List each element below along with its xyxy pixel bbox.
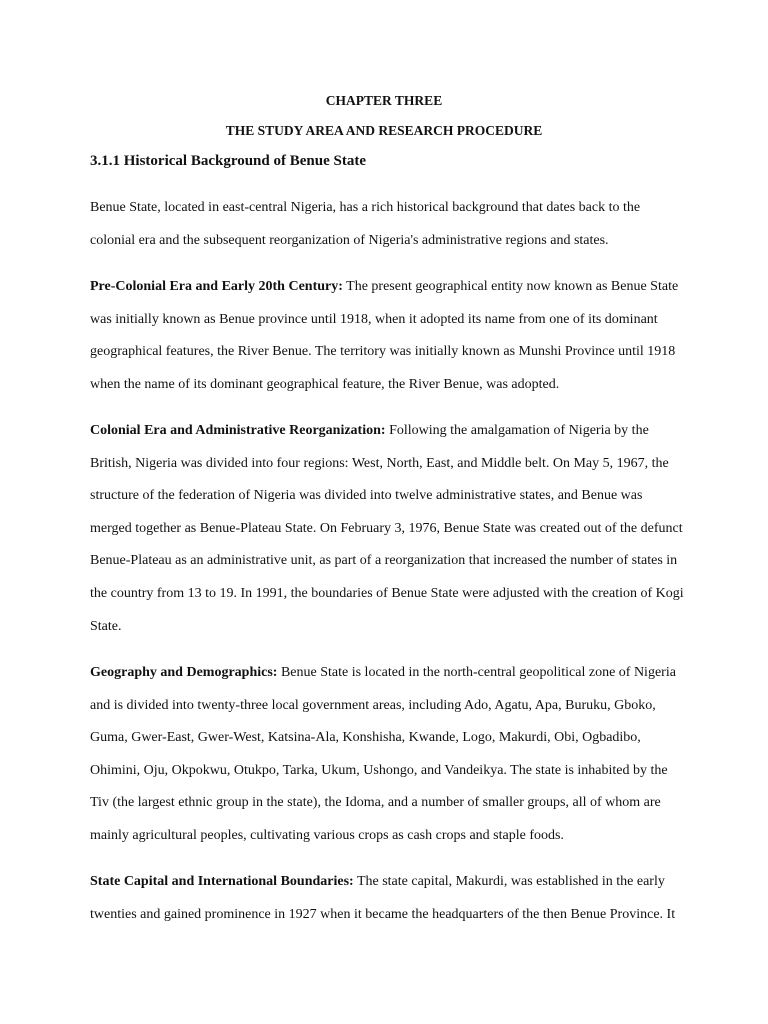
paragraph-line: was initially known as Benue province until 1918, when it adopted its name from one of its dominant xyxy=(90,311,658,327)
paragraph-first-line xyxy=(90,271,690,304)
chapter-title: CHAPTER THREE xyxy=(325,93,443,108)
paragraph-line-rest: Benue State is located in the north-central geopolitical zone of Nigeria xyxy=(277,665,676,680)
paragraph-first-line xyxy=(90,415,690,448)
paragraph-line-rest: Following the amalgamation of Nigeria by the xyxy=(385,423,649,438)
paragraph-line: structure of the federation of Nigeria was divided into twelve administrative states, and Benue was xyxy=(90,488,643,504)
paragraph-lead: Colonial Era and Administrative Reorganization: xyxy=(90,423,386,438)
paragraph-line: Ohimini, Oju, Okpokwu, Otukpo, Tarka, Ukum, Ushongo, and Vandeikya. The state is inhabited by the xyxy=(90,762,668,778)
paragraph-line: when the name of its dominant geographical feature, the River Benue, was adopted. xyxy=(90,376,560,392)
capital-paragraph xyxy=(90,866,690,931)
paragraph-line: Benue-Plateau as an administrative unit, as part of a reorganization that increased the number of states in xyxy=(90,553,678,569)
paragraph-line: mainly agricultural peoples, cultivating various crops as cash crops and staple foods. xyxy=(90,827,564,843)
geography-paragraph xyxy=(90,657,690,853)
paragraph-line-rest: The present geographical entity now known as Benue State xyxy=(342,279,679,294)
chapter-subtitle: THE STUDY AREA AND RESEARCH PROCEDURE xyxy=(225,123,543,138)
precolonial-paragraph xyxy=(90,271,690,401)
paragraph-line: and is divided into twenty-three local government areas, including Ado, Agatu, Apa, Buruku, Gboko, xyxy=(90,697,656,713)
paragraph-first-line xyxy=(90,866,690,899)
paragraph-lead: State Capital and International Boundaries: xyxy=(90,874,354,889)
paragraph-line: geographical features, the River Benue. The territory was initially known as Munshi Province until 1918 xyxy=(90,344,676,360)
paragraph-lead: Pre-Colonial Era and Early 20th Century: xyxy=(90,279,343,294)
colonial-paragraph xyxy=(90,415,690,643)
intro-paragraph xyxy=(90,192,690,257)
section-heading: 3.1.1 Historical Background of Benue State xyxy=(90,153,366,169)
paragraph-line: British, Nigeria was divided into four regions: West, North, East, and Middle belt. On May 5, 1967, the xyxy=(90,455,669,471)
paragraph-line: Tiv (the largest ethnic group in the state), the Idoma, and a number of smaller groups, all of whom are xyxy=(90,795,661,811)
paragraph-line: the country from 13 to 19. In 1991, the boundaries of Benue State were adjusted with the creation of Kogi xyxy=(90,585,684,601)
paragraph-lead: Geography and Demographics: xyxy=(90,665,278,680)
paragraph-line: twenties and gained prominence in 1927 when it became the headquarters of the then Benue Province. It xyxy=(90,906,676,922)
paragraph-line: Benue State, located in east-central Nigeria, has a rich historical background that dates back to the xyxy=(90,200,641,215)
paragraph-line: colonial era and the subsequent reorganization of Nigeria's administrative regions and states. xyxy=(90,232,609,248)
paragraph-first-line xyxy=(90,657,690,690)
paragraph-line: State. xyxy=(90,618,122,634)
paragraph-line: Guma, Gwer-East, Gwer-West, Katsina-Ala, Konshisha, Kwande, Logo, Makurdi, Obi, Ogbadibo, xyxy=(90,730,641,746)
paragraph-line: merged together as Benue-Plateau State. On February 3, 1976, Benue State was created out of the defunct xyxy=(90,520,683,536)
paragraph-line-rest: The state capital, Makurdi, was established in the early xyxy=(353,874,665,889)
